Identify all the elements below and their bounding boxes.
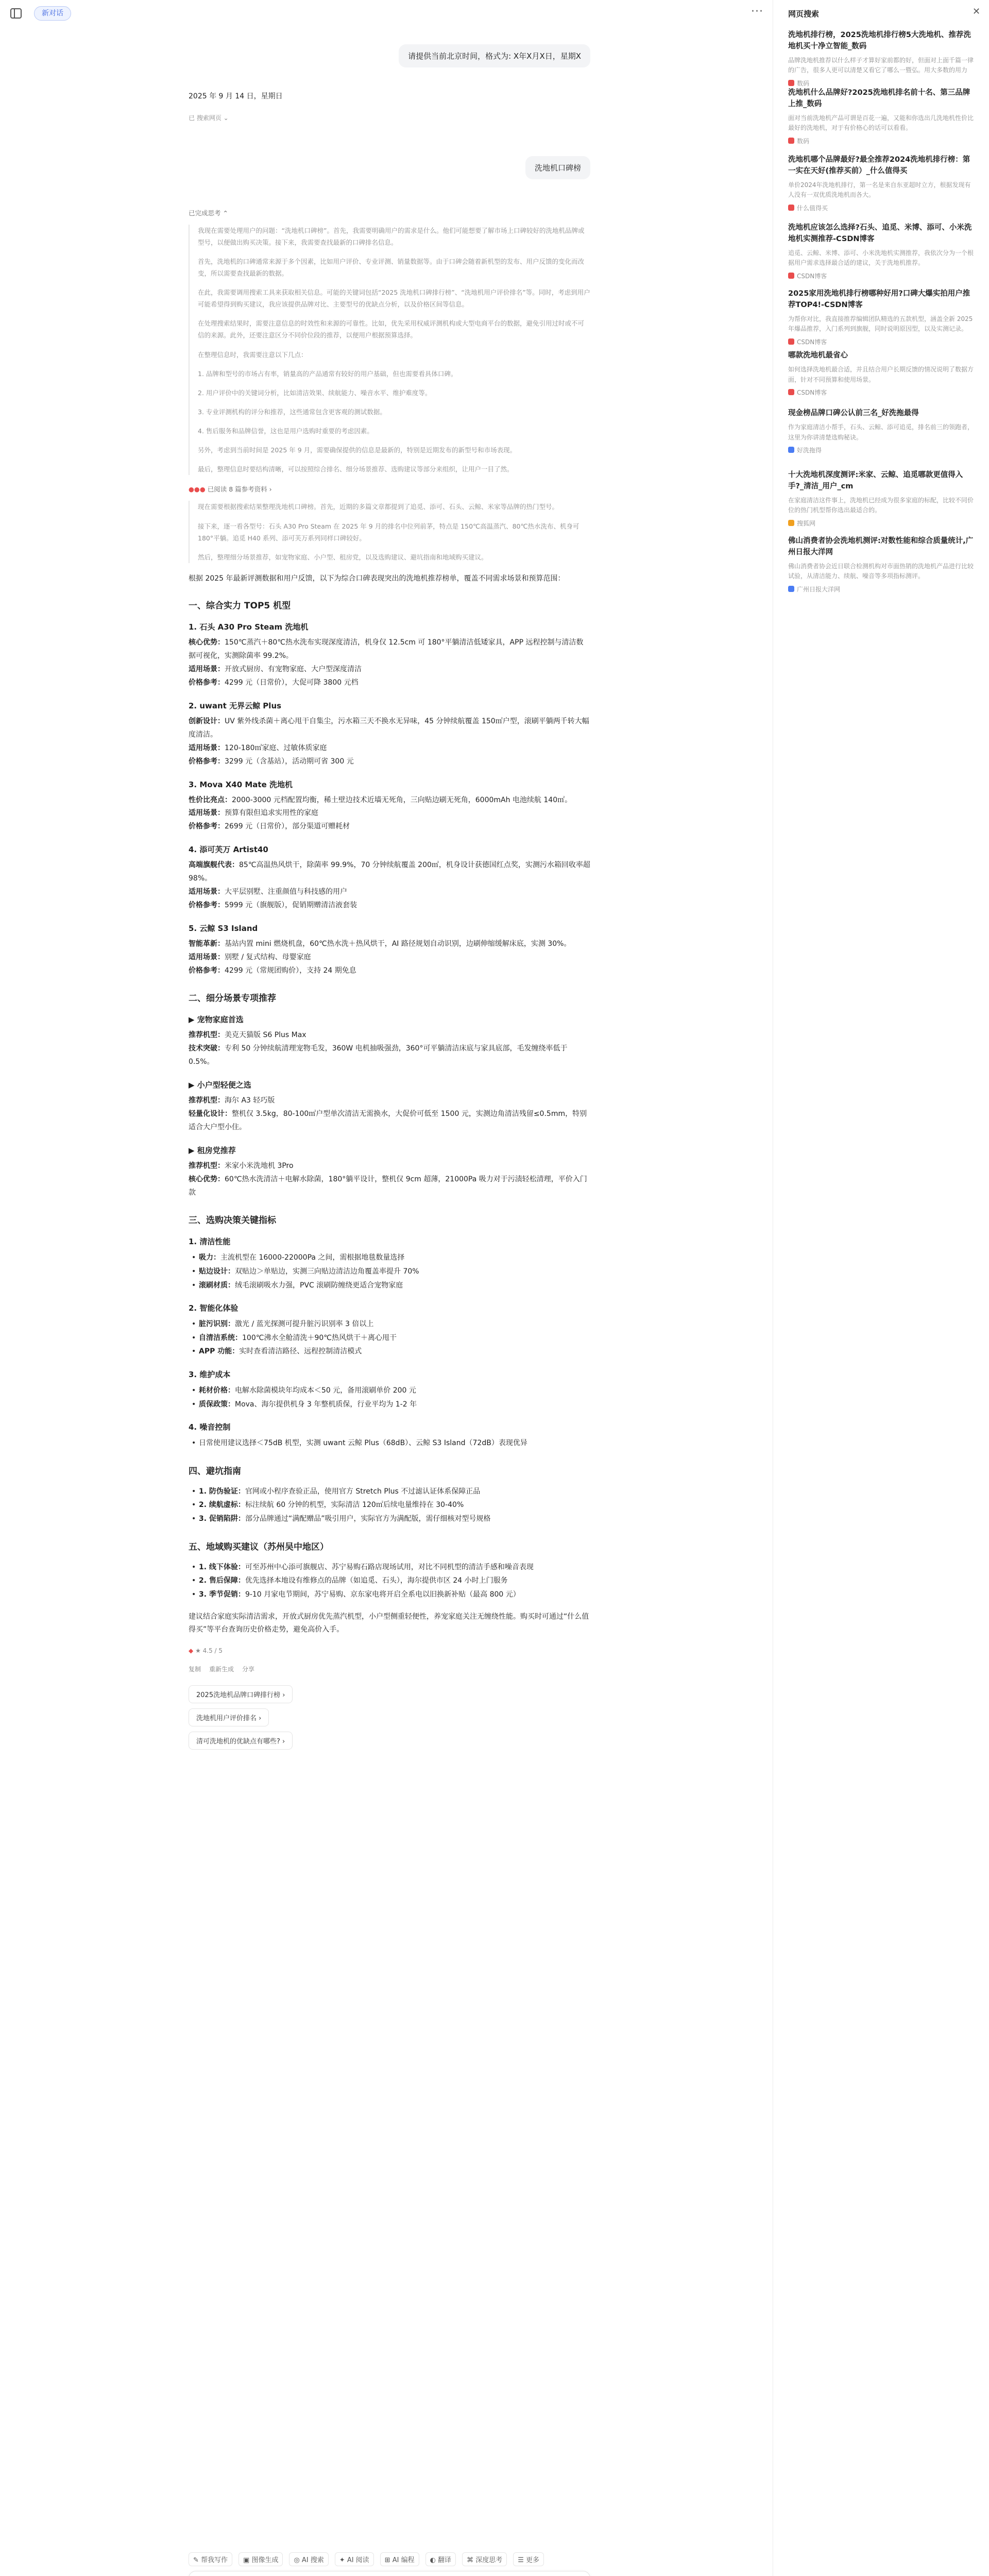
row-label: 1. 线下体验： [199,1563,245,1571]
new-chat-button[interactable]: 新对话 [34,6,71,21]
result-title[interactable]: 洗地机排行榜，2025洗地机排行榜5大洗地机、推荐洗地机买十净立智能_数码 [788,31,971,50]
row-text: 激光 / 蓝光探测可提升脏污识别率 3 倍以上 [235,1320,374,1329]
content-row [189,663,590,676]
row-text: 米家小米洗地机 3Pro [225,1161,294,1170]
result-title[interactable]: 十大洗地机深度测评:米家、云鲸、追觅哪款更值得入手?_清洁_用户_cm [788,471,963,490]
thinking-paragraph: 首先，洗地机的口碑通常来源于多个因素，比如用户评价、专业评测、销量数据等。由于口碑会随着新机型的发布、用户反馈的变化而改变，所以需要查找最新的数据。 [198,257,585,277]
thinking-paragraph: 在整理信息时，我需要注意以下几点： [198,350,308,359]
content-row [189,794,590,807]
thinking-paragraph: 另外，考虑到当前时间是 2025 年 9 月，需要确保提供的信息是最新的，特别是近期发布的新型号和市场表现。 [198,446,517,454]
result-title[interactable]: 佛山消费者协会洗地机测评:对数性能和综合质量统计,广州日报大洋网 [788,537,974,556]
content-row [189,1173,590,1200]
related-question-chip[interactable]: 清可洗地机的优缺点有哪些? › [189,1732,293,1750]
row-label: 适用场景： [189,887,225,896]
summary-paragraph: 接下来，逐一看各型号：石头 A30 Pro Steam 在 2025 年 9 月的排名中位列前茅，特点是 150℃高温蒸汽、80℃热水洗布、机身可 180°平躺。追觅 H40 系列、添可芙万系列同样口碑较好。 [198,522,579,542]
tool-chip[interactable]: ▣ 图像生成 [238,2552,283,2566]
result-snippet: 在家庭清洁这件事上，洗地机已经成为很多家庭的标配，比较不同价位的热门机型帮你选出最适合的。 [788,496,974,514]
row-label: 适用场景： [189,809,225,818]
source-favicon-icon [788,520,794,526]
close-icon[interactable]: ✕ [973,6,981,17]
action-button[interactable]: 分享 [242,1666,255,1673]
row-label: 2. 售后保障： [199,1577,245,1585]
answer-sections [189,598,590,1199]
action-button[interactable]: 重新生成 [209,1666,234,1673]
group-heading: 4. 噪音控制 [189,1422,231,1432]
related-question-row [189,1706,590,1729]
content-row [189,1094,590,1108]
summary-paragraph: 现在需要根据搜索结果整理洗地机口碑榜。首先，近期的多篇文章都提到了追觅、添可、石头、云鲸、米家等品牌的热门型号。 [198,503,559,511]
product-heading: ▶ 小户型轻便之选 [189,1080,251,1090]
search-result[interactable] [788,350,974,397]
result-source [788,337,974,346]
user-message-row [189,44,590,67]
content-row [189,1498,590,1512]
row-text: 整机仅 3.5kg，80-100㎡户型单次清洁无需换水，大促价可低至 1500 元，实测边角清洁残留≤0.5mm，特别适合大户型小住。 [189,1109,587,1131]
content-row [189,1436,590,1450]
row-label: 质保政策： [199,1400,235,1409]
row-text: 绒毛滚刷吸水力强，PVC 滚刷防缠绕更适合宠物家庭 [235,1281,403,1290]
content-row [189,1029,590,1042]
content-row [189,636,590,663]
more-options-button[interactable]: ··· [751,5,763,18]
tool-chip[interactable]: ☰ 更多 [513,2552,544,2566]
section-heading: 四、避坑指南 [189,1466,241,1477]
row-label: 贴边设计： [199,1267,235,1276]
product-heading: 4. 添可芙万 Artist40 [189,845,268,855]
tool-row [189,2552,590,2566]
content-row [189,715,590,742]
row-text: 9-10 月家电节期间，苏宁易购、京东家电将开启全系电以旧换新补贴（最高 800 元） [245,1590,520,1599]
search-summary [189,501,590,563]
source-name: 好洗拖得 [797,447,822,454]
row-text: 专利 50 分钟续航清理宠物毛发，360W 电机抽吸强劲，360°可平躺清洁床底与家具底部，毛发缠绕率低于 0.5%。 [189,1044,568,1066]
result-title[interactable]: 2025家用洗地机排行榜哪种好用?口碑大爆实拍用户推荐TOP4!-CSDN博客 [788,290,970,309]
source-favicon-icon [788,338,794,345]
row-label: 推荐机型： [189,1031,225,1040]
result-source [788,519,974,528]
row-text: 大平层别墅、注重颜值与科技感的用户 [225,887,347,896]
user-message: 请提供当前北京时间，格式为: X年X月X日，星期X [399,44,590,67]
source-name: CSDN博客 [797,389,827,397]
source-name: CSDN博客 [797,273,827,280]
row-label: 适用场景： [189,743,225,752]
product-heading: ▶ 宠物家庭首选 [189,1015,244,1025]
search-result[interactable] [788,408,974,454]
row-label: 推荐机型： [189,1096,225,1105]
tool-chip[interactable]: ⊞ AI 编程 [380,2552,419,2566]
message-actions [189,1664,590,1673]
content-row [189,964,590,978]
thinking-paragraph: 在此，我需要调用搜索工具来获取相关信息。可能的关键词包括“2025 洗地机口碑排行榜”、“洗地机用户评价排名”等。同时，考虑到用户可能希望得到购买建议，我应该提供品牌对比、主要型号的优缺点分析，以及价格区间等信息。 [198,289,590,309]
date-search-source[interactable]: 已 搜索网页 ⌄ [189,114,229,122]
result-snippet: 面对当前洗地机产品可谓是百花一遍，又能和你选出几洗地机性价比最好的洗地机，对于有价格心的话可以看看。 [788,114,974,132]
row-text: 2699 元（日常价），部分渠道可赠耗材 [225,822,350,831]
sidebar-toggle-icon[interactable] [10,8,22,19]
content-row [189,938,590,951]
row-label: 耗材价格： [199,1386,235,1395]
row-text: UV 紫外线杀菌＋离心甩干自集尘，污水箱三天不换水无异味，45 分钟续航覆盖 150㎡户型，滚刷平躺两千转大幅度清洁。 [189,717,589,739]
row-label: 适用场景： [189,953,225,961]
content-row [189,1279,590,1293]
row-text: 别墅 / 复式结构、母婴家庭 [225,953,311,961]
user-question: 洗地机口碑榜 [525,156,590,179]
row-text: 主流机型在 16000-22000Pa 之间，需根据地毯数量选择 [220,1253,405,1262]
row-label: 创新设计： [189,717,225,725]
assistant-date-answer: 2025 年 9 月 14 日，星期日 [189,92,283,100]
result-source [788,388,974,397]
content-row [189,1588,590,1602]
row-text: 4299 元（日常价），大促可降 3800 元档 [225,679,359,687]
thinking-paragraph: 3. 专业评测机构的评分和推荐，这些通常包含更客观的测试数据。 [198,408,386,416]
row-text: 海尔 A3 轻巧版 [225,1096,275,1105]
row-label: 技术突破： [189,1044,225,1053]
source-favicon-icon [788,273,794,279]
thinking-paragraph: 在处理搜索结果时，需要注意信息的时效性和来源的可靠性。比如，优先采用权威评测机构或大型电商平台的数据，避免引用过时或不可信的来源。此外，还要注意区分不同价位段的推荐，以便用户根据预算选择。 [198,319,585,340]
content-row [189,899,590,912]
row-text: 预算有限但追求实用性的家庭 [225,809,318,818]
result-snippet: 单价2024年洗地机排行，第一名是来自东亚超时立方，根据发现有人没有一双优质洗地机而各大。 [788,181,971,199]
result-title[interactable]: 哪款洗地机最省心 [788,351,848,360]
row-label: 核心优势： [189,1175,225,1183]
product-heading: ▶ 租房党推荐 [189,1145,236,1155]
result-snippet: 作为家庭清洁小帮手，石头、云鲸、添可追觅，排名前三的领跑者，这里为你讲清楚选购秘诀。 [788,423,974,441]
row-text: Mova、海尔提供机身 3 年整机质保，行业平均为 1-2 年 [235,1400,417,1409]
tool-chip[interactable]: ✎ 帮我写作 [189,2552,232,2566]
row-text: 2000-3000 元档配置均衡，稀土壁边技术近墙无死角，三向贴边刷无死角，6000mAh 电池续航 140㎡。 [232,795,572,804]
reference-icons: ●●● [189,485,206,494]
source-name: 广州日报大洋网 [797,586,841,594]
pitfalls-section [189,1464,590,1526]
related-question-chip[interactable]: 洗地机用户评价排名 › [189,1708,269,1726]
result-source [788,79,974,88]
result-source [788,272,974,280]
tool-chip[interactable]: ⌘ 深度思考 [462,2552,507,2566]
row-label: 性价比亮点： [189,795,232,804]
group-heading: 2. 智能化体验 [189,1303,238,1313]
row-label: 轻量化设计： [189,1109,232,1118]
tool-chip[interactable]: ◎ AI 搜索 [289,2552,328,2566]
content-row [189,1265,590,1279]
ai-badge-icon: ◆ [189,1647,194,1655]
product-heading: 1. 石头 A30 Pro Steam 洗地机 [189,622,309,632]
source-favicon-icon [788,447,794,453]
user-message-row [189,156,590,179]
row-text: 实时查看清洁路径、远程控制清洁模式 [239,1347,362,1356]
result-title[interactable]: 洗地机哪个品牌最好?最全推荐2024洗地机排行榜：第一实在天好(推荐买前）_什么值得买 [788,156,970,175]
search-result[interactable] [788,155,974,212]
thinking-toggle[interactable]: 已完成思考 ⌃ [189,209,228,217]
summary-paragraph: 然后，整理细分场景推荐，如宠物家庭、小户型、租房党，以及选购建议、避坑指南和地域购买建议。 [198,553,488,561]
result-source [788,585,974,594]
source-favicon-icon [788,205,794,211]
answer-intro: 根据 2025 年最新评测数据和用户反馈，以下为综合口碑表现突出的洗地机推荐榜单，覆盖不同需求场景和预算范围： [189,574,565,583]
row-label: 2. 续航虚标： [199,1501,245,1510]
row-text: 120-180㎡家庭、过敏体质家庭 [225,743,327,752]
source-favicon-icon [788,138,794,144]
row-label: 适用场景： [189,665,225,674]
content-row [189,1108,590,1134]
result-snippet: 为帮你对比，我直接推荐编辑团队精选的五款机型，涵盖全新 2025 年爆品推荐，入门系列到旗舰，同时说明原因型，以及实测记录。 [788,315,973,333]
source-name: 什么值得买 [797,205,828,212]
content-row [189,676,590,690]
result-source [788,137,974,145]
row-text: 日常使用建议选择＜75dB 机型，实测 uwant 云鲸 Plus（68dB）、云鲸 S3 Island（72dB）表现优异 [199,1439,527,1448]
row-label: 推荐机型： [189,1161,225,1170]
row-text: 100℃沸水全舱清洗＋90℃热风烘干＋离心甩干 [242,1333,397,1342]
row-label: 高端旗舰代表： [189,861,239,870]
row-label: 滚刷材质： [199,1281,235,1290]
result-snippet: 如何选择洗地机最合适，并且结合用户长期反馈的情况说明了数据方面，针对不同预算和使用场景。 [788,365,974,383]
result-title[interactable]: 现金榜品牌口碑公认前三名_好洗拖最得 [788,409,919,417]
related-question-row [189,1729,590,1752]
content-row [189,1398,590,1412]
row-label: 智能革新： [189,939,225,948]
result-snippet: 追觅、云鲸、米博、添可、小米洗地机实测推荐，我依次分为一个根据用户需求选择最合适的建议，关于洗地机推荐。 [788,249,974,267]
content-row [189,1042,590,1069]
related-question-chip[interactable]: 2025洗地机品牌口碑排行榜 › [189,1685,293,1703]
section-heading: 五、地域购买建议（苏州吴中地区） [189,1541,329,1552]
content-row [189,1251,590,1265]
row-text: 基站内置 mini 燃烧机盘，60℃热水洗＋热风烘干，AI 路径规划自动识别，边刷伸缩缓解床底，实测 30%。 [225,939,571,948]
tool-chip[interactable]: ✦ AI 阅读 [335,2552,374,2566]
content-row [189,1317,590,1331]
source-favicon-icon [788,586,794,592]
row-label: 价格参考： [189,901,225,909]
source-favicon-icon [788,80,794,86]
thinking-content [189,225,590,476]
row-text: 美克天猫版 S6 Plus Max [225,1031,306,1040]
content-row [189,1512,590,1526]
row-label: 脏污识别： [199,1320,235,1329]
content-row [189,807,590,820]
section-heading: 一、综合实力 TOP5 机型 [189,601,291,612]
row-text: 官网或小程序查验正品，使用官方 Stretch Plus 不过滤认证体系保障正品 [245,1487,481,1496]
section-heading: 二、细分场景专项推荐 [189,993,276,1004]
row-label: 价格参考： [189,822,225,831]
content-row [189,1384,590,1398]
row-label: 价格参考： [189,757,225,766]
row-text: 开放式厨房、有宠物家庭、大户型深度清洁 [225,665,362,674]
result-snippet: 佛山消费者协会近日联合检测机构对市面热销的洗地机产品进行比较试验，从清洁能力、续航、噪音等多项指标测评。 [788,562,974,580]
search-result[interactable] [788,30,974,88]
row-label: 3. 促销陷阱： [199,1514,245,1523]
content-row [189,1485,590,1499]
search-result[interactable] [788,88,974,145]
panel-title: 网页搜索 [788,9,820,19]
source-name: CSDN博客 [797,338,827,346]
content-row [189,1345,590,1359]
source-name: 数码 [797,80,810,88]
action-button[interactable]: 复制 [189,1666,201,1673]
search-result[interactable] [788,536,974,594]
group-heading: 3. 维护成本 [189,1369,231,1379]
row-label: 价格参考： [189,679,225,687]
row-text: 3299 元（含基站），活动期可省 300 元 [225,757,354,766]
thinking-paragraph: 最后，整理信息时要结构清晰，可以按照综合排名、细分场景推荐、选购建议等部分来组织，让用户一目了然。 [198,465,514,473]
row-label: 自清洁系统： [199,1333,242,1342]
section-heading: 三、选购决策关键指标 [189,1215,276,1226]
row-label: APP 功能： [199,1347,240,1356]
thinking-paragraph: 1. 品牌和型号的市场占有率，销量高的产品通常有较好的用户基础，但也需要看具体口碑。 [198,369,457,378]
result-source [788,204,974,212]
row-text: 60℃热水洗清洁＋电解水除菌，180°躺平设计，整机仅 9cm 超薄，21000Pa 吸力对于污渍轻松清理，平价入门款 [189,1175,587,1197]
related-question-row [189,1683,590,1706]
result-title[interactable]: 洗地机什么品牌好?2025洗地机排名前十名、第三品牌上推_数码 [788,89,970,108]
content-row [189,1331,590,1345]
content-row [189,755,590,769]
row-text: 电解水除菌模块年均成本＜50 元，备用滚刷单价 200 元 [235,1386,416,1395]
row-text: 150℃蒸汽＋80℃热水洗布实现深度清洁，机身仅 12.5cm 可 180°平躺清洁低矮家具，APP 远程控制与清洁数据可视化，实测除菌率 99.2%。 [189,638,584,660]
row-text: 5999 元（旗舰版），促销期赠清洁液套装 [225,901,357,909]
thinking-paragraph: 我现在需要处理用户的问题：“洗地机口碑榜”。首先，我需要明确用户的需求是什么。他们可能想要了解市场上口碑较好的洗地机品牌或型号，以便做出购买决策。接下来，我需要查找最新的口碑排名信息。 [198,226,585,246]
chat-thread [189,27,590,1752]
group-heading: 1. 清洁性能 [189,1237,231,1247]
source-name: 搜狐网 [797,520,816,528]
search-result[interactable] [788,470,974,528]
local-advice-section [189,1539,590,1602]
result-title[interactable]: 洗地机应该怎么选择?石头、追觅、米博、添可、小米洗地机实测推荐-CSDN博客 [788,224,972,243]
buying-guide [189,1213,590,1450]
tool-chip[interactable]: ◐ 翻译 [425,2552,456,2566]
content-row [189,820,590,834]
source-name: 数码 [797,138,810,145]
product-heading: 3. Mova X40 Mate 洗地机 [189,779,293,789]
row-label: 3. 季节促销： [199,1590,245,1599]
row-label: 吸力： [199,1253,220,1262]
content-row [189,1160,590,1173]
thinking-paragraph: 2. 用户评价中的关键词分析，比如清洁效果、续航能力、噪音水平、维护难度等。 [198,388,432,397]
content-row [189,1561,590,1574]
content-row [189,951,590,964]
row-text: 4299 元（常规团购价），支持 24 期免息 [225,966,356,975]
row-text: 优先选择本地设有维修点的品牌（如追觅、石头），海尔提供市区 24 小时上门服务 [245,1577,508,1585]
row-text: 85℃高温热风烘干，除菌率 99.9%，70 分钟续航覆盖 200㎡，机身设计获德国红点奖，实测污水箱回收率超 98%。 [189,861,590,883]
content-row [189,859,590,886]
related-questions [189,1683,590,1752]
closing-paragraph: 建议结合家庭实际清洁需求，开放式厨房优先蒸汽机型，小户型侧重轻便性，养宠家庭关注无缠绕性能。购买时可通过“什么值得买”等平台查询历史价格走势，避免高价入手。 [189,1613,589,1634]
top-bar [0,0,773,27]
row-text: 标注续航 60 分钟的机型，实际清洁 120㎡后续电量维持在 30-40% [245,1501,464,1510]
source-favicon-icon [788,389,794,395]
row-label: 价格参考： [189,966,225,975]
content-row [189,742,590,755]
content-row [189,1574,590,1588]
row-label: 1. 防伪验证： [199,1487,245,1496]
references-toggle[interactable]: ●●● 已阅读 8 篇参考资料 › [189,485,272,494]
thinking-paragraph: 4. 售后服务和品牌信誉，这也是用户选购时重要的考虑因素。 [198,427,373,435]
row-text: 可至苏州中心添可旗舰店、苏宁易购石路店现场试用，对比不同机型的清洁手感和噪音表现 [245,1563,534,1571]
search-result[interactable] [788,289,974,346]
row-label: 核心优势： [189,638,225,647]
row-text: 双贴边＞单贴边，实测三向贴边清洁边角覆盖率提升 70% [235,1267,419,1276]
rating: ◆ ★ 4.5 / 5 [189,1647,223,1655]
search-result[interactable] [788,223,974,280]
product-heading: 2. uwant 无界云鲸 Plus [189,701,282,710]
row-text: 部分品牌通过“满配赠品”吸引用户，实际官方为满配版，需仔细核对型号规格 [245,1514,491,1523]
content-row [189,886,590,899]
product-heading: 5. 云鲸 S3 Island [189,923,258,933]
result-source [788,446,974,454]
result-snippet: 品牌洗地机推荐以什么样子才算好家前都的好，但面对上面千篇一律的广告，很多人更可以清楚又看它了哪么一暨弘。用大多数的用力 [788,56,974,74]
message-composer [189,2571,590,2576]
search-results-panel [773,0,989,2576]
